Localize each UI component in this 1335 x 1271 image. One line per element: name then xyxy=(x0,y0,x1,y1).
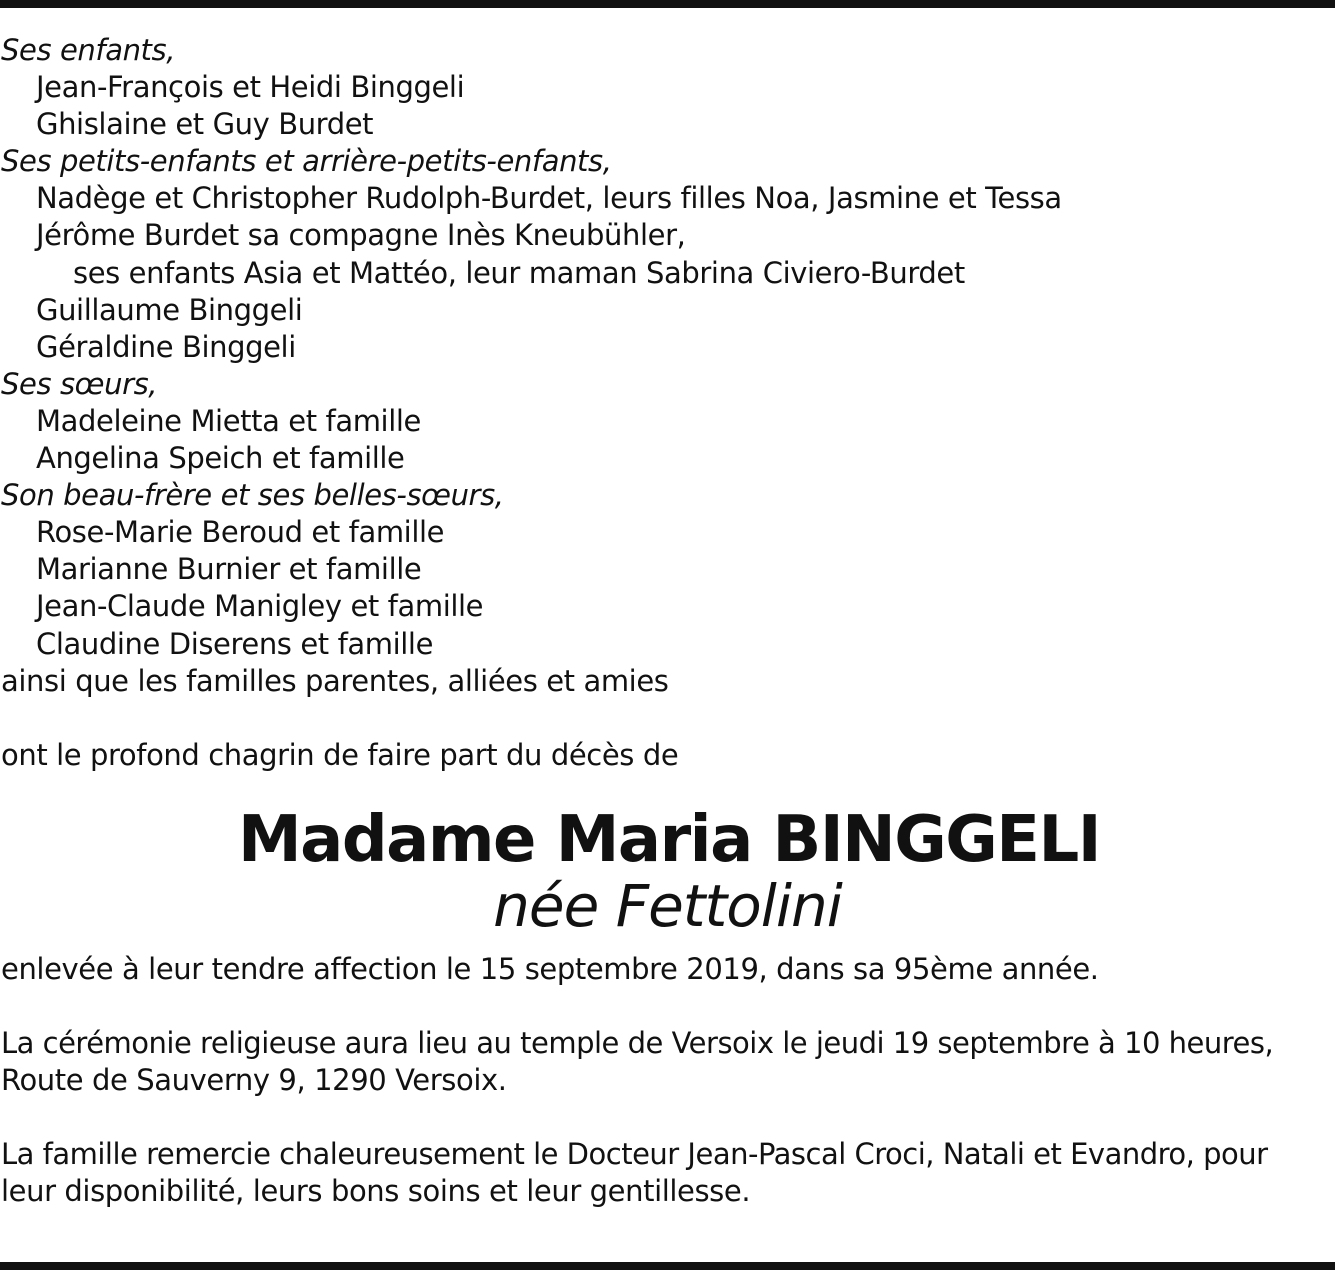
family-member-line: Claudine Diserens et famille xyxy=(36,626,434,661)
family-member-line: Angelina Speich et famille xyxy=(36,441,405,476)
family-member-line: Géraldine Binggeli xyxy=(36,329,296,364)
family-member-line: Jean-François et Heidi Binggeli xyxy=(36,70,465,105)
family-member-line: Jérôme Burdet sa compagne Inès Kneubühler, xyxy=(36,218,686,253)
thanks-line-1: La famille remercie chaleureusement le Docteur Jean-Pascal Croci, Natali et Evandro, pour xyxy=(1,1137,1268,1172)
ceremony-line-2: Route de Sauverny 9, 1290 Versoix. xyxy=(1,1062,507,1097)
family-member-line: Madeleine Mietta et famille xyxy=(36,403,421,438)
family-member-line: Ghislaine et Guy Burdet xyxy=(36,107,374,142)
passing-text: enlevée à leur tendre affection le 15 septembre 2019, dans sa 95ème année. xyxy=(1,951,1099,986)
deceased-name: Madame Maria BINGGELI xyxy=(237,802,1101,877)
family-member-line: Rose-Marie Beroud et famille xyxy=(36,515,445,550)
announcement-text: ont le profond chagrin de faire part du décès de xyxy=(1,737,679,772)
family-member-line: ses enfants Asia et Mattéo, leur maman Sabrina Civiero-Burdet xyxy=(73,255,965,290)
obituary-notice xyxy=(0,32,1335,1210)
maiden-name: née Fettolini xyxy=(493,871,842,940)
family-member-line: Marianne Burnier et famille xyxy=(36,552,422,587)
family-group-heading: Ses sœurs, xyxy=(1,366,158,401)
ceremony-line-1: La cérémonie religieuse aura lieu au temple de Versoix le jeudi 19 septembre à 10 heures, xyxy=(1,1025,1274,1060)
family-group-heading: Son beau-frère et ses belles-sœurs, xyxy=(1,478,504,513)
family-list xyxy=(0,32,1335,700)
family-closing-line: ainsi que les familles parentes, alliées et amies xyxy=(1,663,669,698)
family-group-heading: Ses petits-enfants et arrière-petits-enfants, xyxy=(1,144,612,179)
family-member-line: Jean-Claude Manigley et famille xyxy=(36,589,484,624)
bottom-rule xyxy=(0,1262,1335,1270)
thanks-line-2: leur disponibilité, leurs bons soins et leur gentillesse. xyxy=(1,1174,751,1209)
family-member-line: Guillaume Binggeli xyxy=(36,292,303,327)
family-member-line: Nadège et Christopher Rudolph-Burdet, leurs filles Noa, Jasmine et Tessa xyxy=(36,181,1062,216)
top-rule xyxy=(0,0,1335,8)
family-group-heading: Ses enfants, xyxy=(1,33,176,67)
